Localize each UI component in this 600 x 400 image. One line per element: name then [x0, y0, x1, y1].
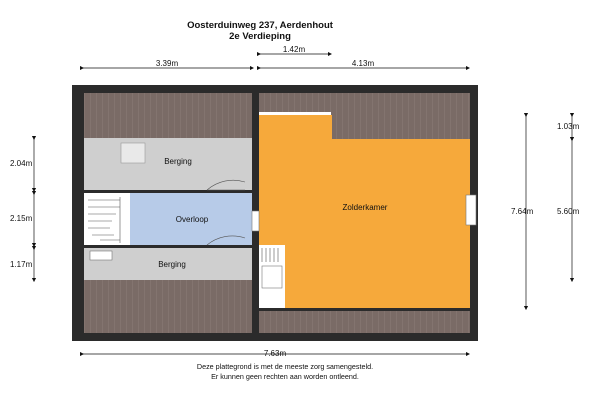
washbasin — [262, 266, 282, 288]
berging-bottom-label: Berging — [158, 260, 186, 269]
floor-title: 2e Verdieping — [229, 31, 291, 42]
roof-slope-top-left — [84, 93, 252, 138]
dim-top — [82, 54, 468, 68]
roof-slope-right-notch — [332, 115, 470, 139]
roof-slope-bottom-left — [84, 280, 252, 333]
dim-left-top: 2.04m — [10, 159, 33, 168]
dim-left-middle: 2.15m — [10, 214, 33, 223]
stairwell — [84, 193, 130, 245]
window-right — [466, 195, 476, 225]
roof-slope-top-right — [259, 93, 470, 115]
dim-left-bottom: 1.17m — [10, 260, 33, 269]
overloop-label: Overloop — [175, 215, 209, 224]
address-title: Oosterduinweg 237, Aerdenhout — [187, 20, 333, 31]
disclaimer-line-1: Deze plattegrond is met de meeste zorg samengesteld. — [196, 362, 374, 371]
opening-top — [259, 112, 331, 115]
dim-top-left: 3.39m — [155, 59, 179, 68]
dim-right-room: 5.60m — [557, 207, 580, 216]
dim-right-top: 1.03m — [557, 122, 580, 131]
berging-top-label: Berging — [164, 157, 192, 166]
dim-right-total: 7.64m — [511, 207, 534, 216]
dim-top-right: 4.13m — [351, 59, 375, 68]
wall-divider-2 — [84, 245, 252, 248]
dim-bottom-total: 7.63m — [263, 349, 287, 358]
skylight — [121, 143, 145, 163]
door-zolderkamer — [252, 211, 259, 231]
disclaimer-line-2: Er kunnen geen rechten aan worden ontleend. — [211, 372, 359, 381]
sink — [90, 251, 112, 260]
roof-slope-bottom-right — [259, 311, 470, 333]
zolderkamer-label: Zolderkamer — [342, 203, 388, 212]
wall-divider-1 — [84, 190, 252, 193]
wall-divider-3 — [259, 308, 470, 311]
dim-top-opening: 1.42m — [282, 45, 306, 54]
